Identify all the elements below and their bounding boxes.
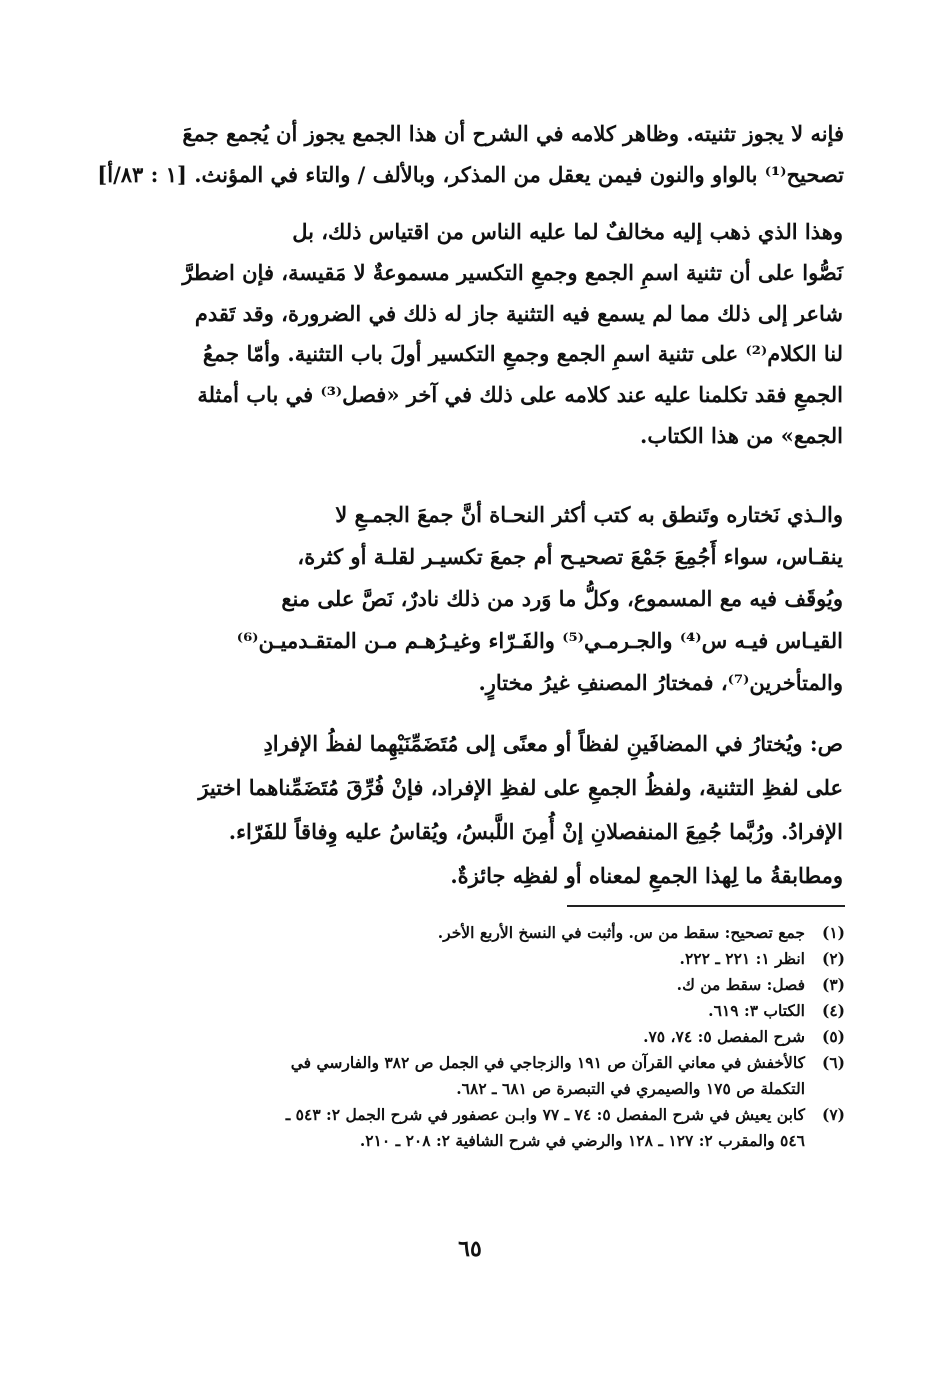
footnote-number: (١): [821, 923, 845, 942]
footnote-text: [118, 972, 805, 998]
text-line: ص: ويُختارُ في المضافَينِ لفظاً أو معنًى إلى مُتَضَمِّنَيْهِما لفظُ الإفرادِ: [263, 731, 843, 756]
footnote: [118, 1024, 845, 1050]
footnote-number: (٥): [821, 1027, 845, 1046]
text-line: ينقـاس، سواء أَجُمِعَ جَمْعَ تصحيـح أم جمعَ تكسيـر لقلـة أو كثرة،: [297, 544, 843, 569]
footnote-line: ٥٤٦ والمقرب ٢: ١٢٧ ـ ١٢٨ والرضي في شرح الشافية ٢: ٢٠٨ ـ ٢١٠.: [359, 1131, 805, 1150]
paragraph-continuation: [32, 113, 844, 195]
footnote-number: (٦): [821, 1053, 845, 1072]
text-line: ويُوقَف فيه مع المسموع، وكلُّ ما وَرد من ذلك نادرٌ، نَصَّ على منع: [281, 586, 843, 611]
footnote-number: (٤): [821, 1001, 845, 1020]
footnote-number: (٣): [821, 975, 845, 994]
paragraph-main-text-bold: [118, 722, 843, 898]
footnote-line: الكتاب ٣: ٦١٩.: [708, 1001, 805, 1020]
text-line: وهذا الذي ذهب إليه مخالفٌ لما عليه الناس من اقتياس ذلك، بل: [292, 219, 843, 244]
footnote: [118, 1050, 845, 1102]
text-line: الجمعِ فقد تكلمنا عليه عند كلامه على ذلك في آخر «فصل⁽³⁾ في باب أمثلة: [197, 382, 843, 408]
footnotes: [118, 920, 845, 1154]
text-line: فإنه لا يجوز تثنيته. وظاهر كلامه في الشرح أن هذا الجمع يجوز أن يُجمع جمعَ: [182, 121, 844, 146]
footnote-line: فصل: سقط من ك.: [676, 975, 805, 994]
text-line: تصحيح⁽¹⁾ بالواو والنون فيمن يعقل من المذكر، وبالألف / والتاء في المؤنث. [١ : ٨٣/أ]: [97, 162, 844, 187]
footnote: [118, 998, 845, 1024]
footnote-number: (٢): [821, 949, 845, 968]
footnote: [118, 946, 845, 972]
footnote-separator: [567, 905, 845, 907]
footnote-line: التكملة ص ١٧٥ والصيمري في التبصرة ص ٦٨١ ـ ٦٨٢.: [456, 1079, 805, 1098]
footnote-line: جمع تصحيح: سقط من س. وأثبت في النسخ الأربع الأخر.: [437, 923, 805, 942]
text-line: والـذي نَختاره وتَنطق به كتب أكثر النحـاة أنَّ جمعَ الجمـعِ لا: [335, 502, 843, 527]
text-line: الجمع» من هذا الكتاب.: [640, 422, 843, 448]
footnote-line: كابن يعيش في شرح المفصل ٥: ٧٤ ـ ٧٧ وابـن عصفور في شرح الجمل ٢: ٥٤٣ ـ: [285, 1105, 805, 1124]
text-line: نَصُّوا على أن تثنية اسمِ الجمع وجمعِ التكسير مسموعةٌ لا مَقيسة، فإن اضطرَّ: [182, 259, 843, 285]
paragraph-opinion: [118, 494, 843, 704]
footnote: [118, 920, 845, 946]
page-number: ٦٥: [458, 1236, 482, 1262]
text-line: ومطابقةُ ما لِهذا الجمعِ لمعناه أو لفظِه جائزةٌ.: [450, 863, 843, 888]
footnote-line: كالأخفش في معاني القرآن ص ١٩١ والزجاجي في الجمل ص ٣٨٢ والفارسي في: [290, 1053, 805, 1072]
text-line: القيـاس فيـه س⁽⁴⁾ والجـرمـي⁽⁵⁾ والفَـرّاء وغيـرُهـم مـن المتقـدميـن⁽⁶⁾: [236, 628, 843, 653]
footnote-text: [118, 998, 805, 1024]
text-line: لنا الكلام⁽²⁾ على تثنية اسمِ الجمع وجمعِ التكسير أولَ باب التثنية. وأمّا جمعُ: [202, 341, 843, 367]
footnote-text: [118, 1102, 805, 1154]
footnote-line: شرح المفصل ٥: ٧٤، ٧٥.: [643, 1027, 805, 1046]
paragraph-commentary: [118, 212, 843, 457]
footnote-number: (٧): [821, 1105, 845, 1124]
footnote: [118, 1102, 845, 1154]
footnote-text: [118, 1050, 805, 1102]
footnote-text: [118, 946, 805, 972]
footnote-text: [118, 1024, 805, 1050]
footnote-text: [118, 920, 805, 946]
footnote: [118, 972, 845, 998]
footnote-line: انظر ١: ٢٢١ ـ ٢٢٢.: [679, 949, 805, 968]
text-line: والمتأخرين⁽⁷⁾، فمختارُ المصنفِ غيرُ مختارٍ.: [478, 670, 843, 695]
text-line: شاعر إلى ذلك مما لم يسمع فيه التثنية جاز له ذلك في الضرورة، وقد تَقدم: [194, 300, 843, 326]
text-line: على لفظِ التثنية، ولفظُ الجمعِ على لفظِ الإفراد، فإنْ فُرِّقَ مُتَضَمِّناهما اختيرَ: [198, 775, 843, 800]
text-line: الإفرادُ. ورُبَّما جُمِعَ المنفصلانِ إنْ أُمِنَ اللَّبسُ، ويُقاسُ عليه وِفاقاً للفَرّاء.: [228, 819, 843, 844]
